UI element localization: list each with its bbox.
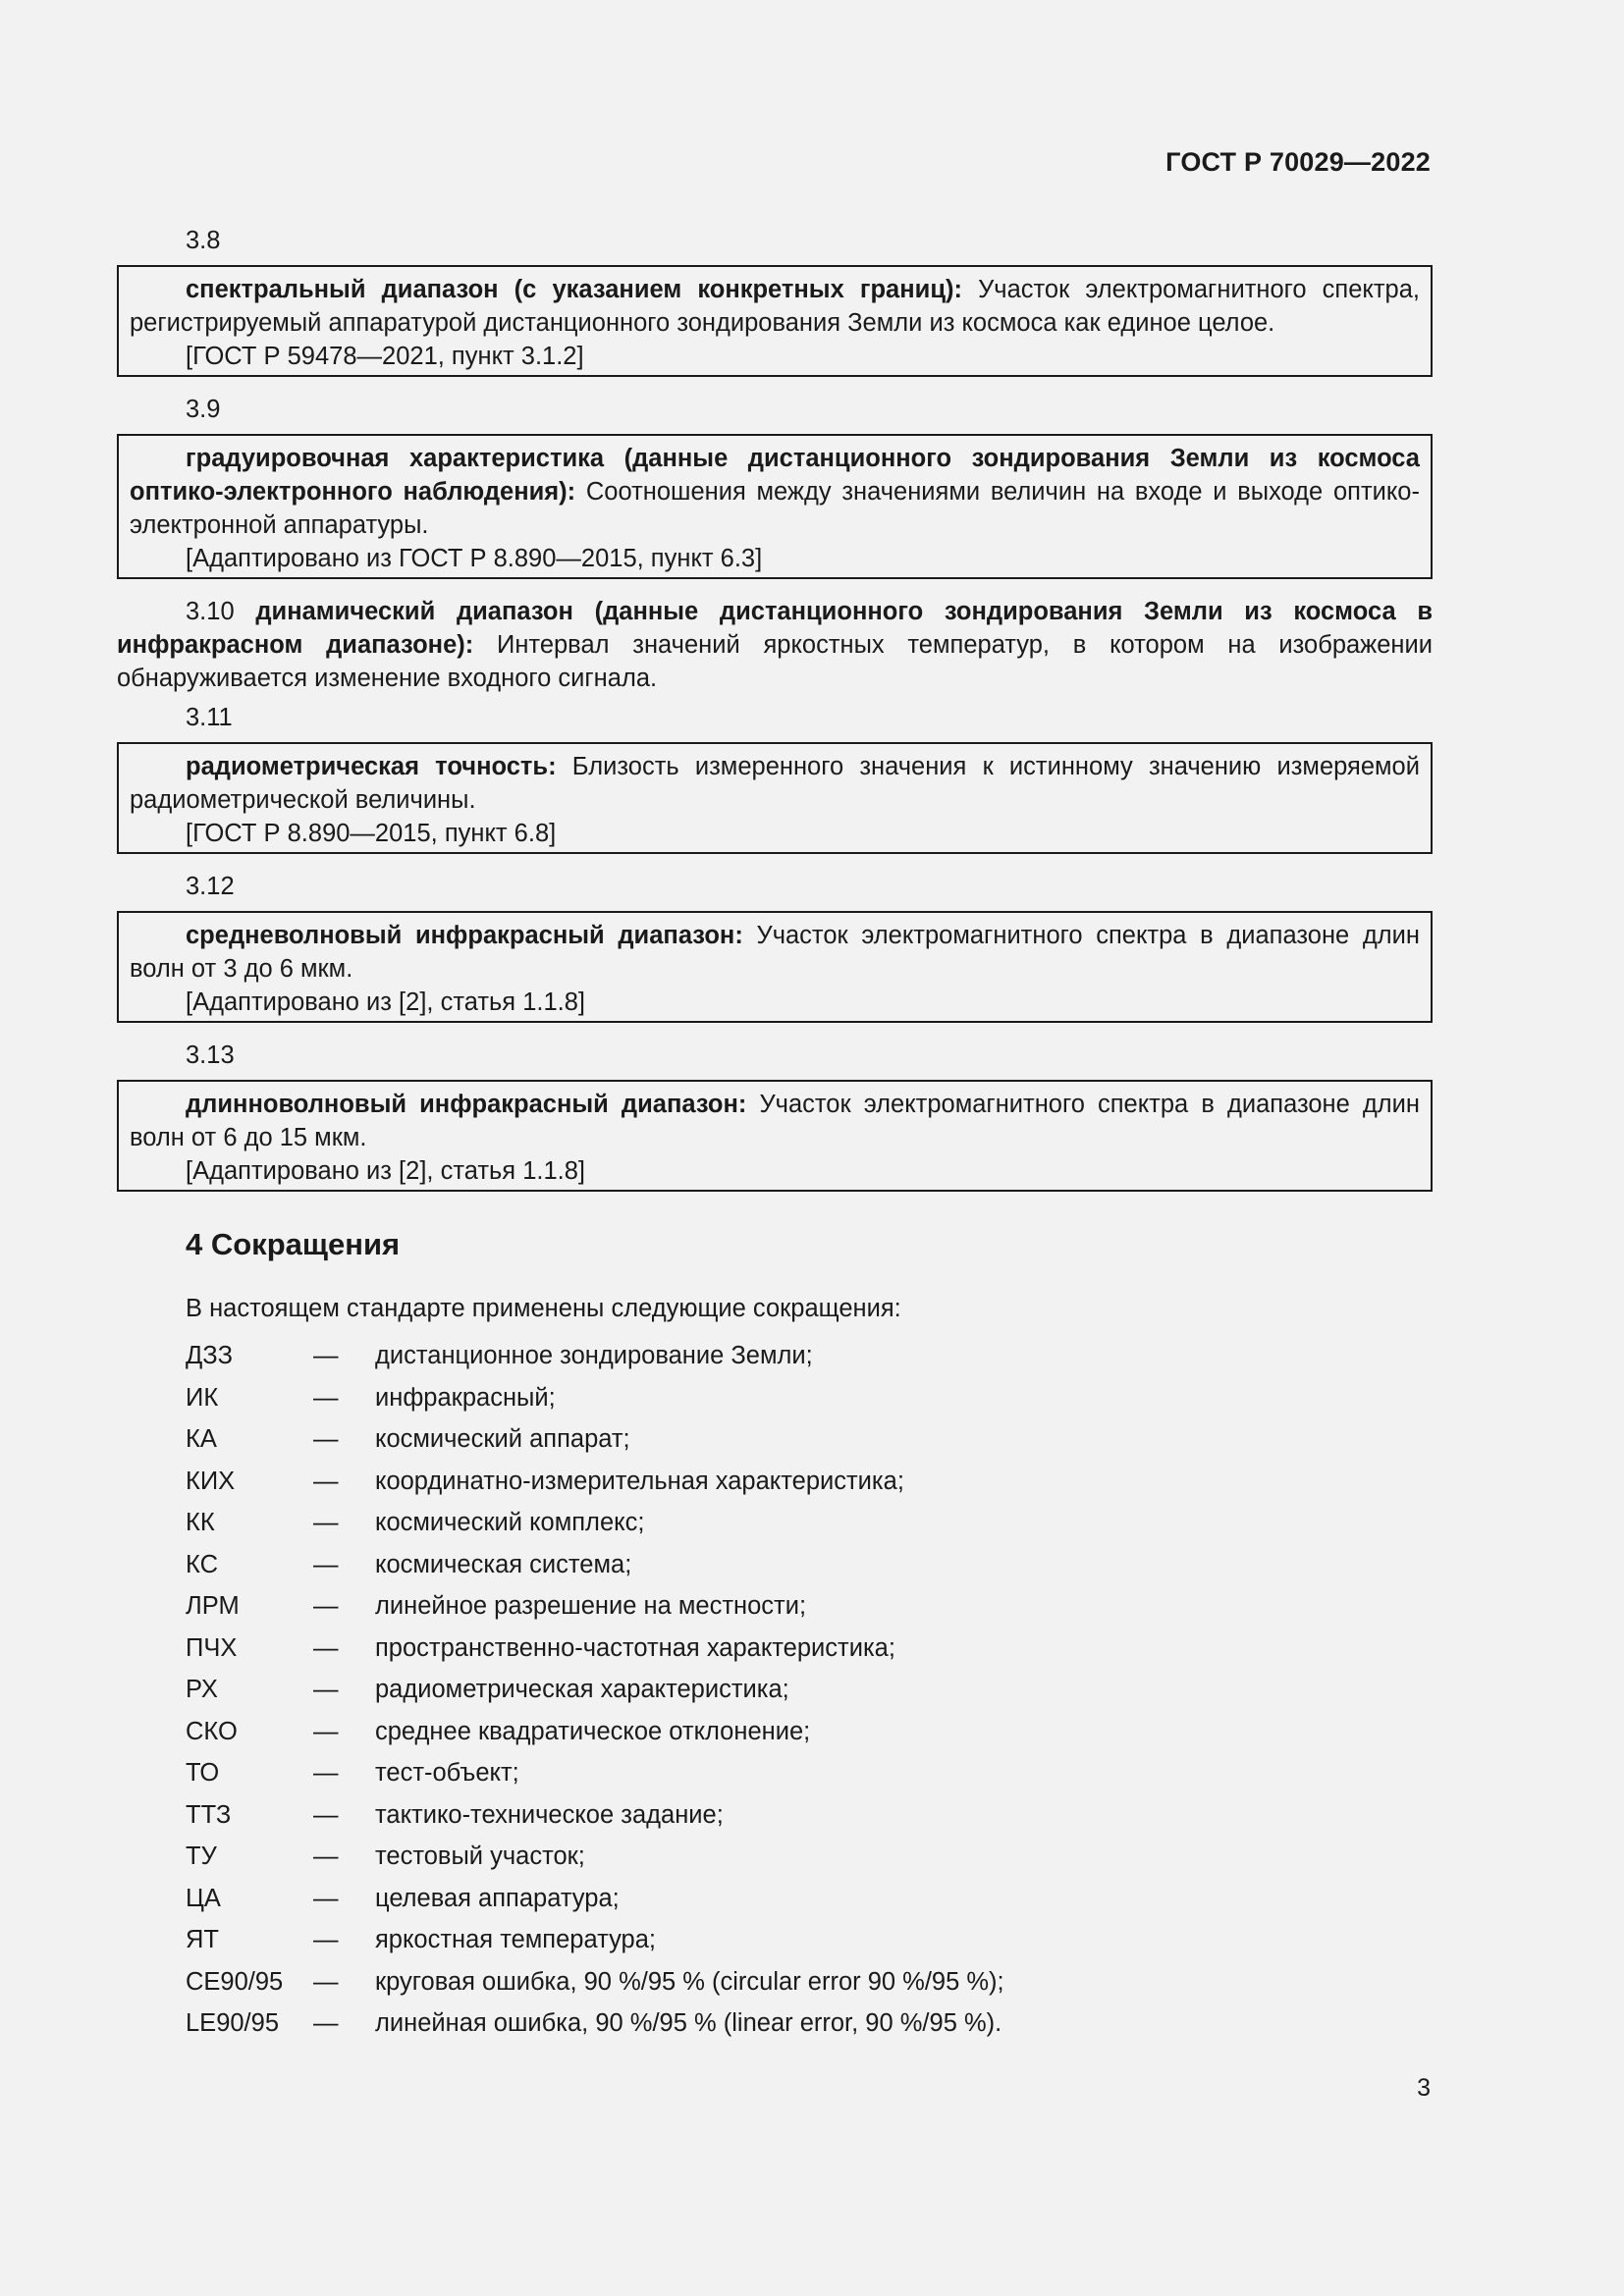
term-name: средневолновый инфракрасный диапазон: xyxy=(186,922,743,949)
abbreviation-definition: среднее квадратическое отклонение; xyxy=(375,1717,811,1745)
term-entry xyxy=(130,273,1420,340)
abbreviation-dash: — xyxy=(313,1633,339,1662)
abbreviation-definition: космическая система; xyxy=(375,1550,632,1578)
list-item xyxy=(117,1418,1433,1461)
term-box xyxy=(117,265,1433,377)
abbreviation-dash: — xyxy=(313,1926,339,1953)
list-item xyxy=(117,1794,1433,1837)
abbreviation-definition: тестовый участок; xyxy=(375,1842,585,1870)
term-definition: Участок электромагнитного спектра в диапазоне длин волн от 3 до 6 мкм. xyxy=(130,922,1420,983)
section-title: 4 Сокращения xyxy=(186,1227,401,1261)
list-item xyxy=(117,1544,1433,1586)
abbreviation-term: СКО xyxy=(186,1717,238,1745)
term-box xyxy=(117,434,1433,579)
term-name: градуировочная характеристика (данные дистанционного зондирования Земли из космоса оптико-электронного наблюдения): xyxy=(130,445,1420,506)
term-source: [ГОСТ Р 59478—2021, пункт 3.1.2] xyxy=(186,343,584,370)
abbreviation-definition: яркостная температура; xyxy=(375,1926,656,1953)
term-entry-plain xyxy=(117,595,1433,695)
term-definition: Участок электромагнитного спектра в диапазоне длин волн от 6 до 15 мкм. xyxy=(130,1091,1420,1151)
term-source: [Адаптировано из ГОСТ Р 8.890—2015, пункт 6.3] xyxy=(186,545,763,572)
list-item xyxy=(117,1961,1433,2003)
abbreviation-term: ЦА xyxy=(186,1884,221,1912)
page-content xyxy=(117,224,1433,2045)
abbreviation-list xyxy=(117,1335,1433,2045)
abbreviation-dash: — xyxy=(313,1759,339,1787)
list-item xyxy=(117,1585,1433,1628)
term-source: [Адаптировано из [2], статья 1.1.8] xyxy=(186,988,586,1016)
abbreviation-dash: — xyxy=(313,1592,339,1620)
term-source: [Адаптировано из [2], статья 1.1.8] xyxy=(186,1157,586,1185)
term-definition: Интервал значений яркостных температур, в котором на изображении обнаруживается изменение входного сигнала. xyxy=(117,631,1433,692)
term-definition: Участок электромагнитного спектра, регистрируемый аппаратурой дистанционного зондирования Земли из космоса как единое целое. xyxy=(130,276,1420,337)
section-intro: В настоящем стандарте применены следующие сокращения: xyxy=(186,1295,901,1322)
abbreviation-definition: космический аппарат; xyxy=(375,1425,630,1453)
abbreviation-dash: — xyxy=(313,1342,339,1369)
abbreviation-dash: — xyxy=(313,1467,339,1495)
list-item xyxy=(117,1377,1433,1419)
list-item xyxy=(117,1711,1433,1753)
abbreviation-dash: — xyxy=(313,1717,339,1745)
abbreviation-dash: — xyxy=(313,1842,339,1870)
abbreviation-definition: космический комплекс; xyxy=(375,1509,645,1536)
abbreviation-dash: — xyxy=(313,1884,339,1912)
abbreviation-definition: пространственно-частотная характеристика; xyxy=(375,1633,895,1662)
document-code: ГОСТ Р 70029—2022 xyxy=(1165,147,1431,177)
list-item xyxy=(117,1919,1433,1961)
abbreviation-definition: инфракрасный; xyxy=(375,1383,556,1412)
term-number: 3.8 xyxy=(186,227,221,254)
abbreviation-dash: — xyxy=(313,1509,339,1536)
list-item xyxy=(117,1669,1433,1711)
term-box xyxy=(117,742,1433,854)
abbreviation-term: ТУ xyxy=(186,1842,217,1870)
abbreviation-definition: круговая ошибка, 90 %/95 % (circular error 90 %/95 %); xyxy=(375,1967,1004,1996)
list-item xyxy=(117,1502,1433,1544)
term-entry xyxy=(130,442,1420,542)
page-number: 3 xyxy=(1417,2074,1431,2102)
abbreviation-dash: — xyxy=(313,1676,339,1703)
abbreviation-dash: — xyxy=(313,1550,339,1578)
abbreviation-term: LE90/95 xyxy=(186,2009,280,2037)
abbreviation-definition: радиометрическая характеристика; xyxy=(375,1676,789,1703)
term-name: длинноволновый инфракрасный диапазон: xyxy=(186,1091,747,1118)
term-name: динамический диапазон (данные дистанционного зондирования Земли из космоса в инфракрасном диапазоне): xyxy=(117,598,1433,659)
abbreviation-definition: тактико-техническое задание; xyxy=(375,1800,724,1829)
abbreviation-term: ТО xyxy=(186,1759,220,1787)
abbreviation-term: ЛРМ xyxy=(186,1592,240,1620)
abbreviation-term: CE90/95 xyxy=(186,1967,284,1996)
term-number: 3.10 xyxy=(186,598,235,625)
abbreviation-dash: — xyxy=(313,2009,339,2037)
abbreviation-term: ЯТ xyxy=(186,1926,219,1953)
abbreviation-definition: координатно-измерительная характеристика; xyxy=(375,1467,904,1495)
list-item xyxy=(117,2002,1433,2045)
abbreviation-term: КИХ xyxy=(186,1467,236,1495)
list-item xyxy=(117,1878,1433,1920)
list-item xyxy=(117,1752,1433,1794)
list-item xyxy=(117,1335,1433,1377)
term-name: спектральный диапазон (с указанием конкретных границ): xyxy=(186,276,962,303)
abbreviation-definition: линейное разрешение на местности; xyxy=(375,1592,807,1620)
term-number: 3.9 xyxy=(186,396,221,423)
term-definition: Соотношения между значениями величин на входе и выходе оптико-электронной аппаратуры. xyxy=(130,478,1420,539)
abbreviation-term: ДЗЗ xyxy=(186,1342,234,1369)
term-box xyxy=(117,911,1433,1023)
term-number: 3.11 xyxy=(186,704,233,731)
abbreviation-term: ИК xyxy=(186,1383,219,1412)
abbreviation-definition: линейная ошибка, 90 %/95 % (linear error, 90 %/95 %). xyxy=(375,2009,1002,2037)
abbreviation-term: ТТЗ xyxy=(186,1800,232,1829)
term-number: 3.12 xyxy=(186,873,235,900)
term-definition: Близость измеренного значения к истинному значению измеряемой радиометрической величины. xyxy=(130,753,1420,814)
abbreviation-term: КК xyxy=(186,1509,215,1536)
abbreviation-dash: — xyxy=(313,1383,339,1412)
abbreviation-dash: — xyxy=(313,1800,339,1829)
abbreviation-term: РХ xyxy=(186,1676,218,1703)
term-source: [ГОСТ Р 8.890—2015, пункт 6.8] xyxy=(186,820,557,847)
abbreviation-definition: тест-объект; xyxy=(375,1759,519,1787)
abbreviation-term: КА xyxy=(186,1425,217,1453)
abbreviation-definition: дистанционное зондирование Земли; xyxy=(375,1342,813,1369)
abbreviation-term: ПЧХ xyxy=(186,1633,238,1662)
list-item xyxy=(117,1628,1433,1670)
abbreviation-term: КС xyxy=(186,1550,218,1578)
term-name: радиометрическая точность: xyxy=(186,753,557,780)
term-box xyxy=(117,1080,1433,1192)
term-entry xyxy=(130,919,1420,986)
term-entry xyxy=(130,750,1420,817)
abbreviation-definition: целевая аппаратура; xyxy=(375,1884,620,1912)
list-item xyxy=(117,1836,1433,1878)
abbreviation-dash: — xyxy=(313,1425,339,1453)
term-number: 3.13 xyxy=(186,1041,235,1069)
abbreviation-dash: — xyxy=(313,1967,339,1996)
list-item xyxy=(117,1461,1433,1503)
term-entry xyxy=(130,1088,1420,1154)
